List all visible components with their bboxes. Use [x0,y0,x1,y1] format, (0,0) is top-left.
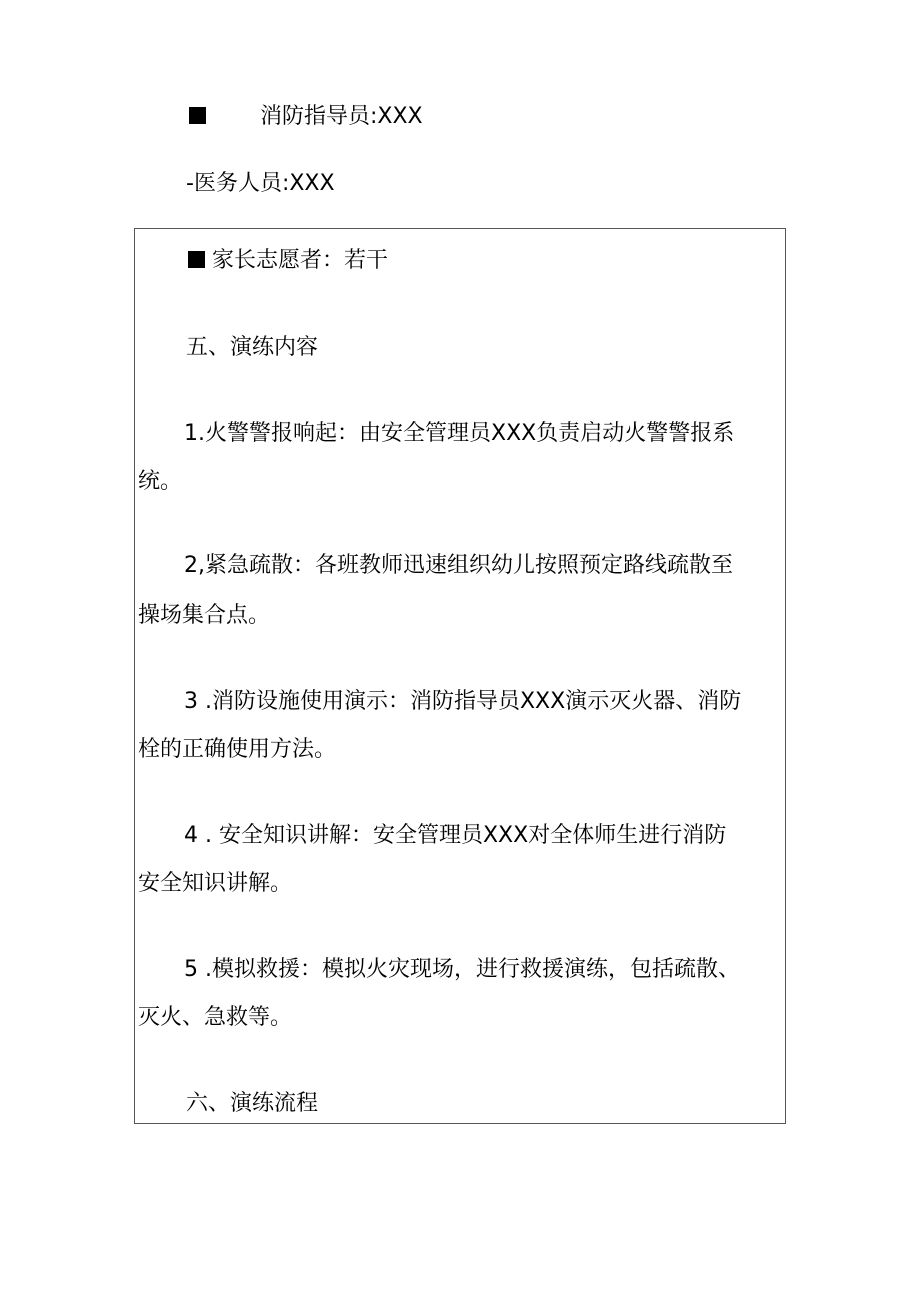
section6-title [186,1090,318,1118]
fire-instructor-line [189,103,423,131]
list-item-3-line2: 栓的正确使用方法。 [138,737,337,762]
medical-staff-line [186,170,335,198]
list-item-2-line1: 2,紧急疏散：各班教师迅速组织幼儿按照预定路线疏散至 [184,553,733,578]
list-item-5-line2: 灭火、急救等。 [138,1005,293,1030]
section5-title [186,334,318,362]
section5-title-text: 五、演练内容 [186,335,319,360]
list-item-3-line1: 3 .消防设施使用演示：消防指导员XXX演示灭火器、消防 [184,689,742,714]
list-item-1-line2: 统。 [138,469,183,494]
parent-volunteers-text: 家长志愿者：若干 [212,248,389,273]
fire-instructor-text: 消防指导员:XXX [260,104,423,129]
list-item-4-line1: 4 . 安全知识讲解：安全管理员XXX对全体师生进行消防 [184,823,727,848]
list-item-4-line2: 安全知识讲解。 [138,871,293,896]
medical-staff-text: -医务人员:XXX [186,171,335,196]
square-bullet-icon [188,251,205,268]
list-item-1-line1: 1.火警警报响起：由安全管理员XXX负责启动火警警报系 [184,421,735,446]
square-bullet-icon [189,107,206,124]
list-item-5-line1: 5 .模拟救援：模拟火灾现场，进行救援演练，包括疏散、 [184,957,740,982]
section6-title-text: 六、演练流程 [186,1091,319,1116]
list-item-2-line2: 操场集合点。 [138,603,271,628]
content-box [134,228,786,1124]
parent-volunteers-line [188,247,388,275]
